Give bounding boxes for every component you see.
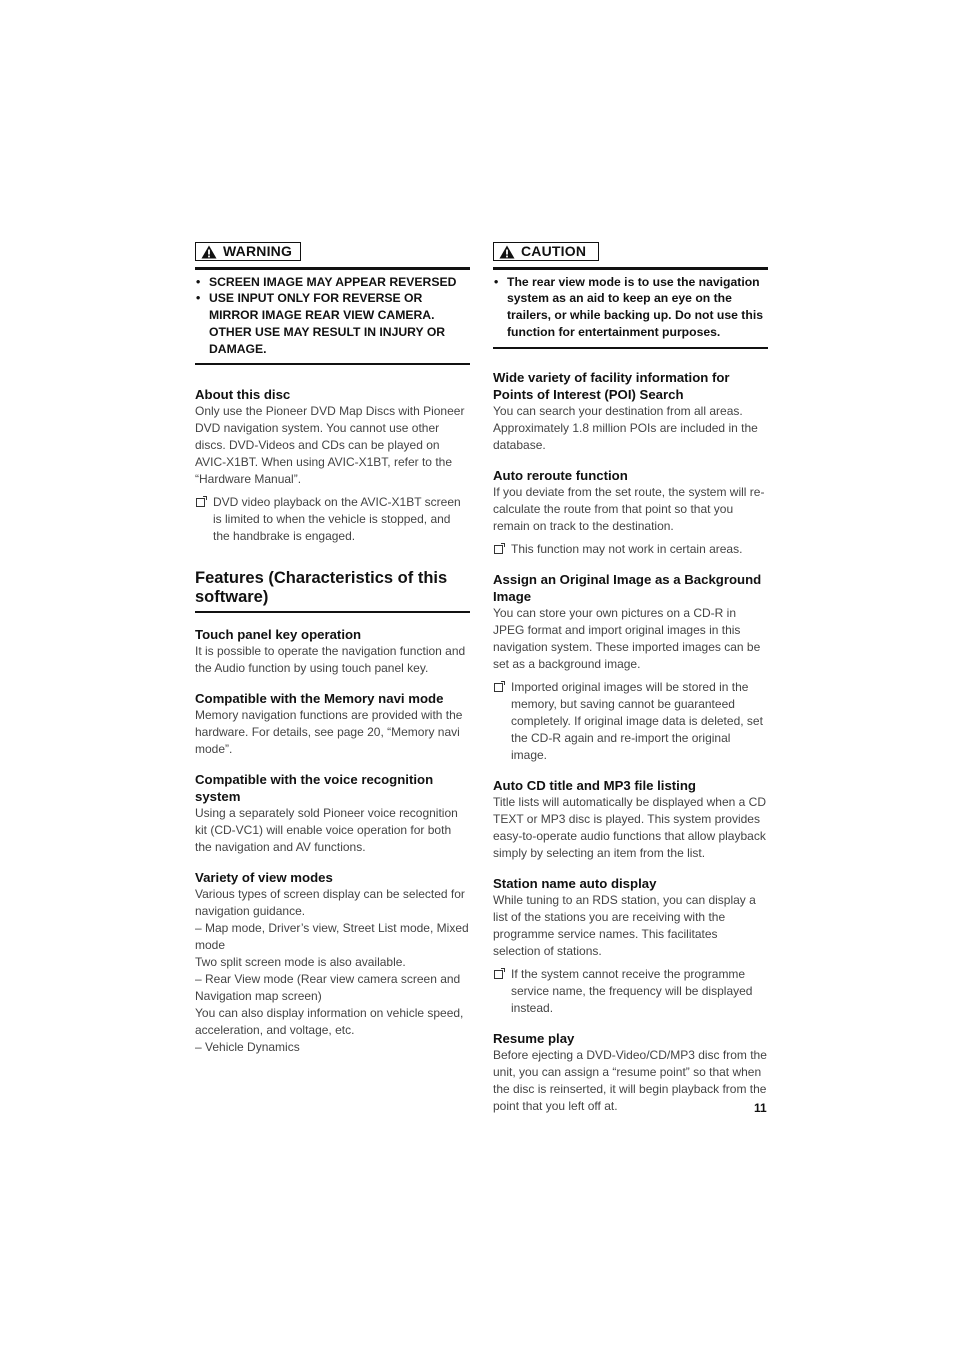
caution-item: • The rear view mode is to use the navigation system as an aid to keep an eye on the trailers, or while backing up. Do not use this function for entertainment purposes. (493, 274, 768, 341)
view-modes-line: – Rear View mode (Rear view camera screen and Navigation map screen) (195, 972, 461, 1004)
original-image-section (493, 571, 768, 764)
about-disc-note (195, 494, 470, 545)
poi-body: You can search your destination from all areas. Approximately 1.8 million POIs are included in the database. (493, 403, 758, 452)
left-column (195, 242, 470, 1056)
voice-recognition-section (195, 771, 470, 856)
view-modes-line: – Vehicle Dynamics (195, 1040, 300, 1055)
cd-title-body: Title lists will automatically be displayed when a CD TEXT or MP3 disc is played. This system provides easy-to-operate audio functions that allow playback simply by selecting an item from the list. (493, 794, 766, 860)
about-disc-heading: About this disc (195, 387, 291, 403)
note-checkbox-icon (196, 498, 205, 507)
reroute-note (493, 541, 768, 558)
station-name-note (493, 966, 768, 1017)
original-image-note-text: Imported original images will be stored in the memory, but saving cannot be guaranteed completely. If original image data is deleted, set the CD-R again and re-import the original image. (511, 679, 763, 762)
memory-navi-heading: Compatible with the Memory navi mode (195, 691, 444, 707)
caution-label-text: CAUTION (521, 243, 587, 259)
about-disc-note-text: DVD video playback on the AVIC-X1BT screen is limited to when the vehicle is stopped, and the handbrake is engaged. (213, 495, 461, 544)
touch-panel-section (195, 626, 470, 677)
about-disc-body: Only use the Pioneer DVD Map Discs with Pioneer DVD navigation system. You cannot use other discs. DVD-Videos and CDs can be played on AVIC-X1BT. When using AVIC-X1BT, refer to the “Hardware Manual”. (195, 404, 465, 487)
page-number: 11 (754, 1101, 767, 1115)
caution-notice (493, 267, 768, 349)
warning-notice (195, 267, 470, 366)
voice-recognition-heading: Compatible with the voice recognition system (195, 772, 434, 805)
features-section (195, 569, 470, 613)
view-modes-heading: Variety of view modes (195, 870, 333, 886)
station-name-section (493, 875, 768, 1017)
features-heading: Features (Characteristics of this software) (195, 569, 470, 613)
view-modes-line: – Map mode, Driver’s view, Street List mode, Mixed mode (195, 921, 469, 953)
memory-navi-body: Memory navigation functions are provided with the hardware. For details, see page 20, “Memory navi mode”. (195, 708, 463, 757)
cd-title-section (493, 777, 768, 862)
warning-label-text: WARNING (223, 243, 293, 259)
station-name-body: While tuning to an RDS station, you can display a list of the stations you are receiving with the programme service names. This facilitates selection of stations. (493, 892, 756, 958)
reroute-body: If you deviate from the set route, the system will re-calculate the route from that point so that you remain on track to the destination. (493, 484, 765, 533)
cd-title-heading: Auto CD title and MP3 file listing (493, 777, 696, 793)
touch-panel-heading: Touch panel key operation (195, 627, 362, 643)
view-modes-line: Various types of screen display can be selected for navigation guidance. (195, 887, 465, 919)
view-modes-line: You can also display information on vehicle speed, acceleration, and voltage, etc. (195, 1006, 464, 1038)
reroute-note-text: This function may not work in certain areas. (511, 541, 743, 556)
note-checkbox-icon (494, 683, 503, 692)
right-column (493, 242, 768, 1115)
view-modes-line: Two split screen mode is also available. (195, 955, 406, 970)
memory-navi-section (195, 690, 470, 758)
caution-label (493, 242, 599, 261)
warning-item: • SCREEN IMAGE MAY APPEAR REVERSED (195, 274, 470, 291)
warning-label (195, 242, 301, 261)
station-name-note-text: If the system cannot receive the programme service name, the frequency will be displayed instead. (511, 966, 753, 1015)
note-checkbox-icon (494, 545, 503, 554)
original-image-heading: Assign an Original Image as a Background Image (493, 571, 762, 604)
reroute-section (493, 467, 768, 558)
resume-section (493, 1030, 768, 1115)
touch-panel-body: It is possible to operate the navigation function and the Audio function by using touch panel key. (195, 644, 466, 676)
note-checkbox-icon (494, 970, 503, 979)
warning-item: • USE INPUT ONLY FOR REVERSE OR MIRROR IMAGE REAR VIEW CAMERA. OTHER USE MAY RESULT IN INJURY OR DAMAGE. (195, 290, 470, 357)
original-image-body: You can store your own pictures on a CD-R in JPEG format and import original images in this navigation system. These imported images can be set as a background image. (493, 605, 761, 671)
poi-heading: Wide variety of facility information for Points of Interest (POI) Search (493, 369, 730, 402)
poi-section (493, 369, 768, 454)
voice-recognition-body: Using a separately sold Pioneer voice recognition kit (CD-VC1) will enable voice operation for both the navigation and AV functions. (195, 806, 458, 855)
reroute-heading: Auto reroute function (493, 467, 628, 483)
warning-triangle-icon (201, 245, 217, 259)
resume-heading: Resume play (493, 1030, 575, 1046)
original-image-note (493, 679, 768, 764)
resume-body: Before ejecting a DVD-Video/CD/MP3 disc from the unit, you can assign a “resume point” so that when the disc is reinserted, it will begin playback from the point that you left off at. (493, 1047, 767, 1113)
caution-triangle-icon (499, 245, 515, 259)
view-modes-section (195, 869, 470, 1056)
station-name-heading: Station name auto display (493, 875, 657, 891)
about-disc-section (195, 386, 470, 545)
